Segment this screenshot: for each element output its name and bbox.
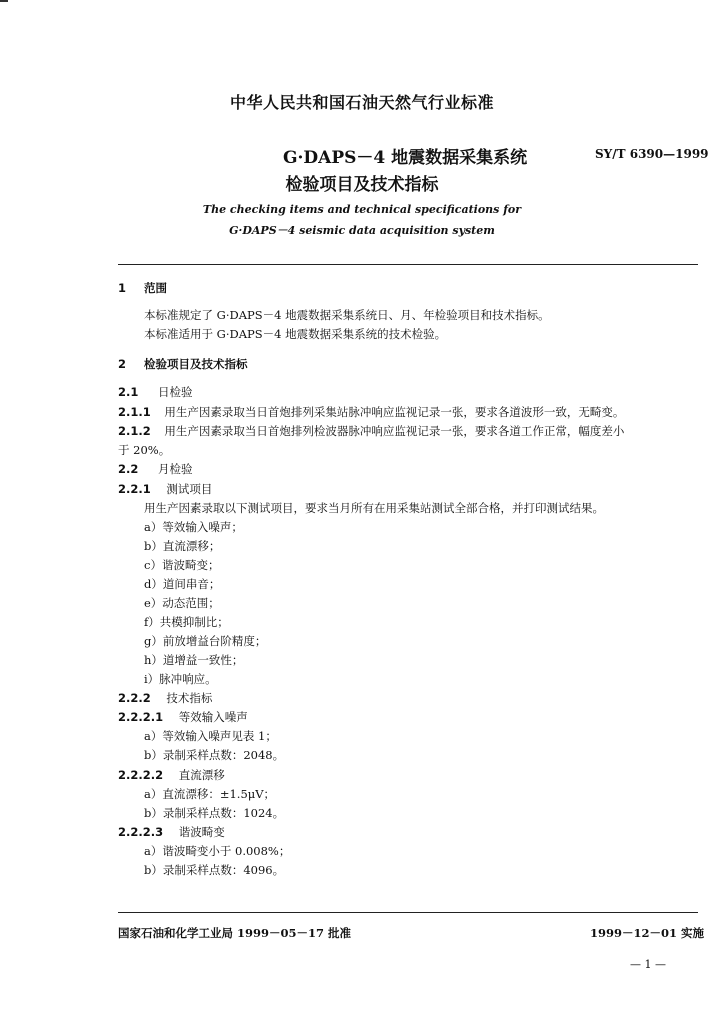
header-divider <box>118 264 698 265</box>
list-item: a）直流漂移：±1.5μV； <box>144 787 276 801</box>
list-item: d）道间串音； <box>144 577 221 591</box>
clause-2-1-2-continuation: 于 20%。 <box>118 443 171 457</box>
list-item: a）谐波畸变小于 0.008%； <box>144 844 291 858</box>
clause-2-1-2: 2.1.2 用生产因素录取当日首炮排列检波器脉冲响应监视记录一张，要求各道工作正常，幅度差小 <box>118 424 625 438</box>
clause-2-2-2-3-heading: 2.2.2.3 谐波畸变 <box>118 825 225 839</box>
section-2-2-heading: 2.2 月检验 <box>118 462 193 476</box>
list-item: f）共模抑制比； <box>144 615 229 629</box>
section-1-paragraph-1: 本标准规定了 G·DAPS－4 地震数据采集系统日、月、年检验项目和技术指标。 <box>144 308 550 322</box>
list-item: e）动态范围； <box>144 596 220 610</box>
standard-code: SY/T 6390—1999 <box>595 147 709 161</box>
document-title-line1: G·DAPS－4 地震数据采集系统 <box>283 148 528 168</box>
page-number: — 1 — <box>630 958 666 971</box>
section-1-paragraph-2: 本标准适用于 G·DAPS－4 地震数据采集系统的技术检验。 <box>144 327 447 341</box>
scan-mark <box>0 0 8 2</box>
clause-2-2-1-intro: 用生产因素录取以下测试项目，要求当月所有在用采集站测试全部合格，并打印测试结果。 <box>144 501 604 515</box>
list-item: b）录制采样点数：1024。 <box>144 806 285 820</box>
list-item: c）谐波畸变； <box>144 558 220 572</box>
clause-2-2-2-2-heading: 2.2.2.2 直流漂移 <box>118 768 225 782</box>
list-item: h）道增益一致性； <box>144 653 244 667</box>
section-2-1-heading: 2.1 日检验 <box>118 385 193 399</box>
section-2-heading: 2 检验项目及技术指标 <box>118 357 248 371</box>
english-title-line2: G·DAPS－4 seismic data acquisition system <box>229 224 495 237</box>
english-title-line1: The checking items and technical specifications for <box>202 203 522 216</box>
list-item: i）脉冲响应。 <box>144 672 217 686</box>
list-item: b）录制采样点数：4096。 <box>144 863 285 877</box>
standard-org-title: 中华人民共和国石油天然气行业标准 <box>229 93 494 112</box>
issuer-approval: 国家石油和化学工业局 1999－05－17 批准 <box>118 926 352 940</box>
clause-2-2-1-heading: 2.2.1 测试项目 <box>118 482 213 496</box>
list-item: b）录制采样点数：2048。 <box>144 748 285 762</box>
list-item: a）等效输入噪声； <box>144 520 243 534</box>
clause-2-2-2-1-heading: 2.2.2.1 等效输入噪声 <box>118 710 248 724</box>
section-1-heading: 1 范围 <box>118 281 168 295</box>
list-item: g）前放增益台阶精度； <box>144 634 267 648</box>
effective-date: 1999－12－01 实施 <box>590 926 705 940</box>
footer-divider <box>118 912 698 913</box>
clause-2-2-2-heading: 2.2.2 技术指标 <box>118 691 213 705</box>
document-title-line2: 检验项目及技术指标 <box>285 175 439 195</box>
list-item: a）等效输入噪声见表 1； <box>144 729 277 743</box>
list-item: b）直流漂移； <box>144 539 221 553</box>
clause-2-1-1: 2.1.1 用生产因素录取当日首炮排列采集站脉冲响应监视记录一张，要求各道波形一致，无畸变。 <box>118 405 625 419</box>
